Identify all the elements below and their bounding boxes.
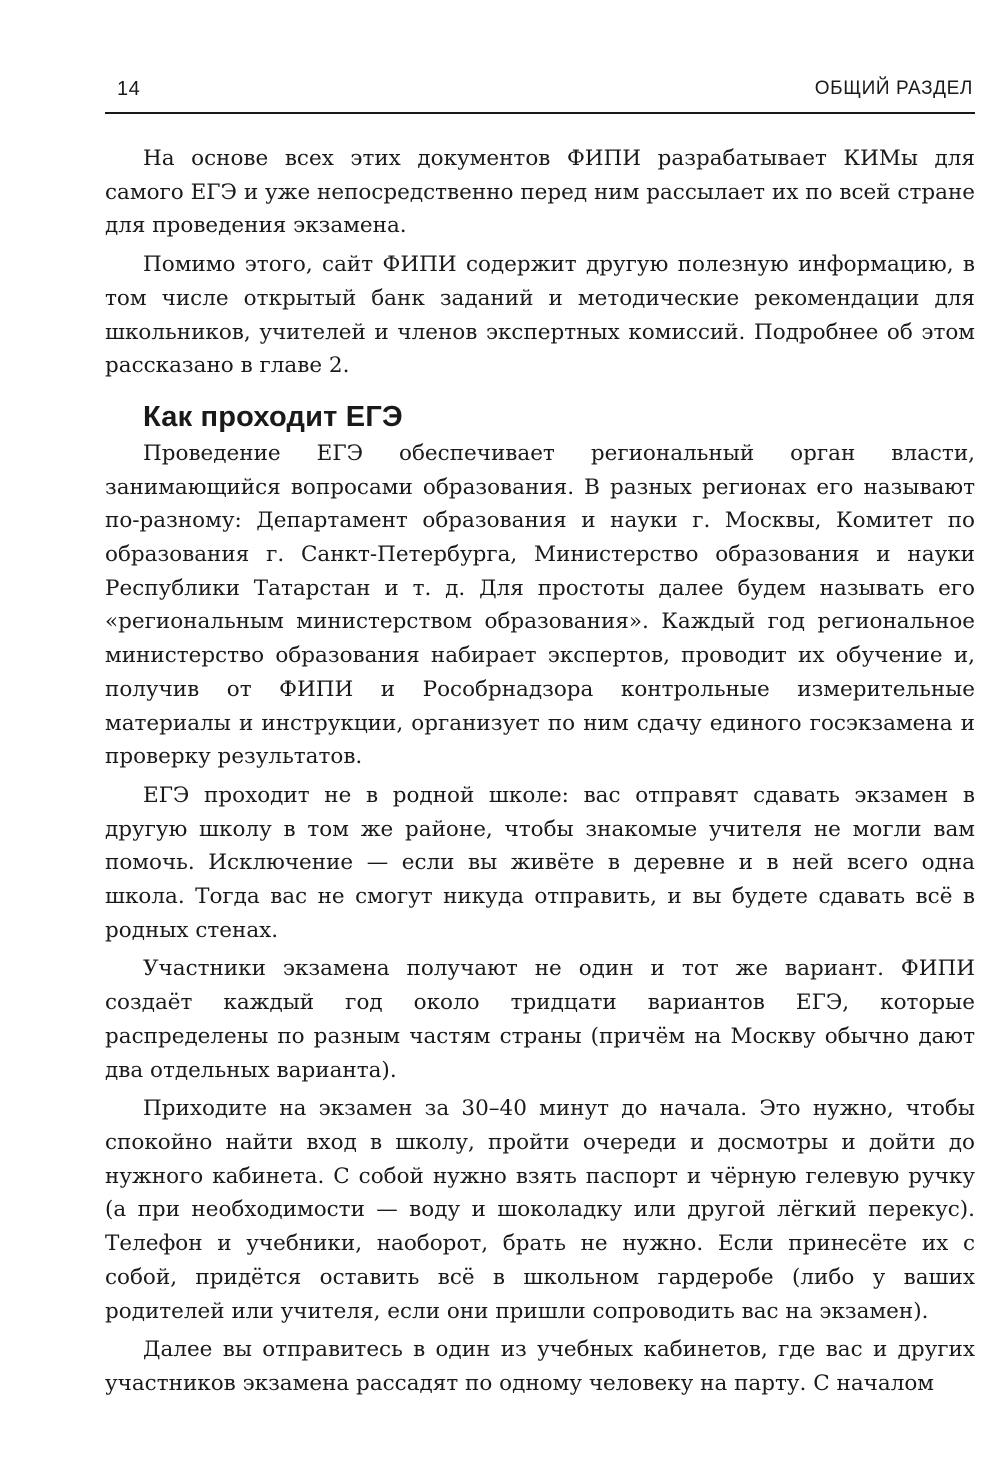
paragraph: Помимо этого, сайт ФИПИ содержит другую полезную информацию, в том числе открытый банк заданий и методические рекомендации для школьников, учителей и членов экспертных комиссий. Подробнее об этом рассказано в главе 2. [105,252,975,379]
paragraph: Далее вы отправитесь в один из учебных кабинетов, где вас и других участников экзамена рассадят по одному человеку на парту. С началом [105,1337,975,1396]
body-text [105,142,975,1406]
paragraph: ЕГЭ проходит не в родной школе: вас отправят сдавать экзамен в другую школу в том же районе, чтобы знакомые учителя не могли вам помочь. Исключение — если вы живёте в деревне и в ней всего одна школа. Тогда вас не смогут никуда отправить, и вы будете сдавать всё в родных стенах. [105,782,975,943]
paragraph: На основе всех этих документов ФИПИ разрабатывает КИМы для самого ЕГЭ и уже непосредственно перед ним рассылает их по всей стране для проведения экзамена. [105,146,975,239]
running-head: ОБЩИЙ РАЗДЕЛ [814,78,973,99]
page-header [105,72,975,114]
page-number: 14 [117,78,141,100]
paragraph: Проведение ЕГЭ обеспечивает региональный орган власти, занимающийся вопросами образования. В разных регионах его называют по-разному: Департамент образования и науки г. Москвы, Комитет по образования г. Санкт-Петербурга, Министерство образования и науки Республики Татарстан и т. д. Для простоты далее будем называть его «региональным министерством образования». Каждый год региональное министерство образования набирает экспертов, проводит их обучение и, получив от ФИПИ и Рособрнадзора контрольные измерительные материалы и инструкции, организует по ним сдачу единого госэкзамена и проверку результатов. [105,440,975,770]
section-heading: Как проходит ЕГЭ [143,400,403,433]
paragraph: Приходите на экзамен за 30–40 минут до начала. Это нужно, чтобы спокойно найти вход в школу, пройти очереди и досмотры и дойти до нужного кабинета. С собой нужно взять паспорт и чёрную гелевую ручку (а при необходимости — воду и шоколадку или другой лёгкий перекус). Телефон и учебники, наоборот, брать не нужно. Если принесёте их с собой, придётся оставить всё в школьном гардеробе (либо у ваших родителей или учителя, если они пришли сопроводить вас на экзамен). [105,1096,975,1324]
paragraph: Участники экзамена получают не один и тот же вариант. ФИПИ создаёт каждый год около тридцати вариантов ЕГЭ, которые распределены по разным частям страны (причём на Москву обычно дают два отдельных варианта). [105,956,975,1083]
